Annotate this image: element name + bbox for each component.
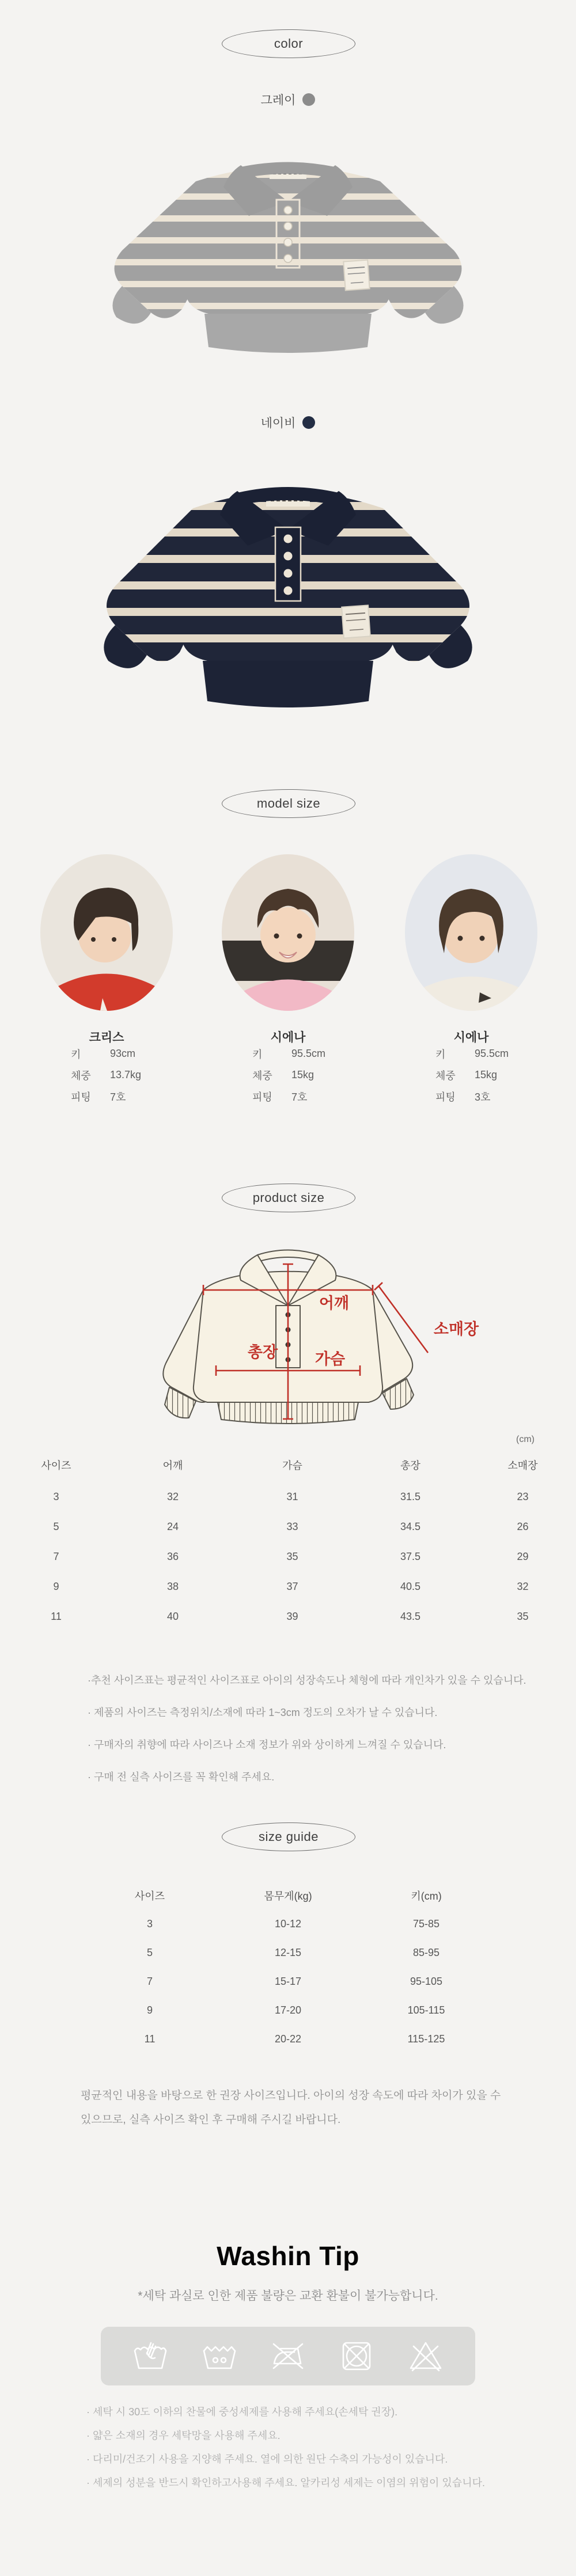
- cell: 37: [286, 1580, 298, 1592]
- stat-value: 93cm: [110, 1048, 136, 1059]
- model-photo-1: [40, 854, 173, 1011]
- diagram-length-label: 총장: [247, 1344, 278, 1361]
- cell: 3: [146, 1918, 153, 1930]
- color-pill-label: color: [274, 36, 304, 51]
- cell: 95-105: [410, 1976, 443, 1987]
- model-3-stats: [435, 1043, 545, 1107]
- gray-color-dot-icon: [302, 93, 315, 106]
- cell: 20-22: [274, 2033, 302, 2045]
- cell: 34.5: [400, 1520, 421, 1532]
- gray-sweatshirt-photo: [86, 112, 490, 380]
- col-size: 사이즈: [41, 1460, 71, 1471]
- col-size: 사이즈: [134, 1890, 165, 1902]
- brand-patch: [342, 605, 370, 638]
- care-instruction-line: · 세탁 시 30도 이하의 찬물에 중성세제를 사용해 주세요(손세탁 권장).: [86, 2406, 398, 2418]
- cell: 7: [146, 1976, 153, 1987]
- size-guide-row: [0, 2004, 576, 2019]
- product-size-section-pill: [222, 1184, 355, 1212]
- diagram-shoulder-label: 어깨: [319, 1295, 350, 1312]
- gentle-wash-icon: [200, 2338, 238, 2374]
- col-sleeve: 소매장: [507, 1460, 538, 1471]
- care-instruction-line: · 얇은 소재의 경우 세탁망을 사용해 주세요.: [86, 2430, 281, 2441]
- size-guide-row: [0, 1918, 576, 1933]
- stat-value: 15kg: [291, 1069, 314, 1080]
- model-3-name: 시에나: [453, 1031, 489, 1044]
- product-size-pill-label: product size: [252, 1190, 325, 1205]
- size-guide-row: [0, 1947, 576, 1962]
- model-size-section-pill: [222, 789, 355, 818]
- cell: 85-95: [412, 1947, 440, 1958]
- cell: 26: [517, 1520, 529, 1532]
- no-iron-icon: [269, 2338, 307, 2374]
- size-guide-section-pill: [222, 1822, 355, 1851]
- color-variant-navy: [0, 414, 576, 431]
- size-guide-row: [0, 2033, 576, 2048]
- size-table-row: [0, 1489, 576, 1504]
- navy-sweatshirt-photo: [81, 431, 495, 744]
- care-instructions: [86, 2400, 559, 2495]
- model-1-avatar: [40, 854, 173, 1011]
- model-2-name: 시에나: [270, 1031, 306, 1044]
- col-chest: 가슴: [282, 1460, 302, 1471]
- cell: 5: [53, 1520, 59, 1532]
- stat-label: 키: [252, 1048, 263, 1060]
- stat-value: 95.5cm: [291, 1048, 326, 1059]
- size-table-row: [0, 1579, 576, 1594]
- stat-value: 7호: [291, 1091, 308, 1103]
- model-1-stats: [71, 1043, 180, 1107]
- navy-sweatshirt-illustration: [81, 431, 495, 741]
- col-weight: 몸무게(kg): [264, 1890, 312, 1902]
- stat-value: 7호: [110, 1091, 126, 1103]
- cell: 32: [517, 1580, 529, 1592]
- size-note-line: ·추천 사이즈표는 평균적인 사이즈표로 아이의 성장속도나 체형에 따라 개인차가 있을 수 있습니다.: [88, 1675, 526, 1686]
- no-bleach-icon: [407, 2338, 445, 2374]
- size-note-line: · 제품의 사이즈는 측정위치/소재에 따라 1~3cm 정도의 오차가 날 수 있습니다.: [88, 1707, 438, 1718]
- color-section-pill: [222, 29, 355, 58]
- cell: 36: [166, 1550, 179, 1562]
- model-photo-2: [222, 854, 354, 1011]
- cell: 11: [144, 2033, 156, 2045]
- size-table-row: [0, 1549, 576, 1564]
- color-variant-gray-label: 그레이: [260, 94, 296, 107]
- model-2-avatar: [222, 854, 354, 1011]
- cell: 15-17: [274, 1976, 302, 1987]
- color-variant-navy-label: 네이비: [260, 417, 296, 430]
- no-tumble-dry-icon: [338, 2338, 376, 2374]
- cell: 9: [53, 1580, 59, 1592]
- cell: 75-85: [412, 1918, 440, 1930]
- stat-label: 체중: [435, 1070, 456, 1082]
- cell: 24: [166, 1520, 179, 1532]
- stat-label: 피팅: [435, 1091, 456, 1103]
- stat-label: 체중: [71, 1070, 91, 1082]
- diagram-chest-label: 가슴: [314, 1350, 346, 1368]
- model-3-avatar: [405, 854, 537, 1011]
- cell: 23: [517, 1490, 529, 1502]
- stat-value: 3호: [475, 1091, 491, 1103]
- gray-sweatshirt-illustration: [86, 112, 490, 377]
- stat-label: 체중: [252, 1070, 272, 1082]
- model-1-name: 크리스: [89, 1031, 124, 1044]
- cell: 9: [146, 2004, 153, 2016]
- care-instruction-line: · 세제의 성분을 반드시 확인하고사용해 주세요. 알카리성 세제는 이염의 위험이 있습니다.: [86, 2477, 485, 2489]
- cell: 105-115: [407, 2004, 445, 2016]
- cell: 39: [286, 1610, 298, 1622]
- size-guide-row: [0, 1976, 576, 1991]
- model-size-pill-label: model size: [256, 796, 321, 811]
- navy-color-dot-icon: [302, 416, 315, 429]
- cell: 31.5: [400, 1490, 421, 1502]
- hand-wash-icon: [131, 2338, 169, 2374]
- color-variant-gray: [0, 92, 576, 108]
- cell: 35: [517, 1610, 529, 1622]
- cell: 17-20: [274, 2004, 302, 2016]
- size-guide-header: [0, 1888, 576, 1903]
- stat-label: 피팅: [71, 1091, 91, 1103]
- cell: 35: [286, 1550, 298, 1562]
- cell: 10-12: [274, 1918, 302, 1930]
- stat-value: 15kg: [475, 1069, 498, 1080]
- stat-value: 95.5cm: [475, 1048, 509, 1059]
- size-note-line: · 구매 전 실측 사이즈를 꼭 확인해 주세요.: [88, 1771, 275, 1783]
- stat-label: 키: [435, 1048, 446, 1060]
- size-note-line: · 구매자의 취향에 따라 사이즈나 소재 정보가 위와 상이하게 느껴질 수 있습니다.: [88, 1739, 446, 1751]
- size-table-row: [0, 1609, 576, 1624]
- cell: 115-125: [407, 2033, 445, 2045]
- cell: 33: [286, 1520, 298, 1532]
- cell: 3: [53, 1490, 59, 1502]
- cell: 5: [146, 1947, 153, 1958]
- stat-label: 피팅: [252, 1091, 272, 1103]
- size-table-row: [0, 1519, 576, 1534]
- cell: 40.5: [400, 1580, 421, 1592]
- cell: 32: [166, 1490, 179, 1502]
- laundry-icon-box: [101, 2327, 475, 2385]
- cell: 31: [286, 1490, 298, 1502]
- measurement-diagram: [144, 1219, 490, 1436]
- cell: 29: [517, 1550, 529, 1562]
- cell: 38: [166, 1580, 179, 1592]
- size-table-header: [0, 1458, 576, 1472]
- measurement-diagram-sketch: [144, 1219, 490, 1433]
- col-length: 총장: [400, 1460, 420, 1471]
- stat-value: 13.7kg: [110, 1069, 142, 1080]
- washing-tip-title: Washin Tip: [217, 2241, 359, 2271]
- cell: 7: [53, 1550, 59, 1562]
- size-guide-pill-label: size guide: [258, 1829, 319, 1844]
- model-2-stats: [252, 1043, 362, 1107]
- size-table-unit: (cm): [516, 1435, 535, 1444]
- model-photo-3: [405, 854, 537, 1011]
- size-guide-note: 평균적인 내용을 바탕으로 한 권장 사이즈입니다. 아이의 성장 속도에 따라 차이가 있을 수 있으므로, 실측 사이즈 확인 후 구매해 주시길 바랍니다.: [81, 2090, 501, 2126]
- cell: 40: [166, 1610, 179, 1622]
- col-height: 키(cm): [411, 1890, 442, 1902]
- cell: 43.5: [400, 1610, 421, 1622]
- cell: 12-15: [274, 1947, 302, 1958]
- cell: 37.5: [400, 1550, 421, 1562]
- brand-patch: [343, 260, 369, 291]
- stat-label: 키: [71, 1048, 81, 1060]
- washing-warning: *세탁 과실로 인한 제품 불량은 교환 환불이 불가능합니다.: [138, 2289, 438, 2303]
- col-shoulder: 어깨: [162, 1460, 183, 1471]
- size-notes: [88, 1664, 560, 1793]
- diagram-sleeve-label: 소매장: [433, 1321, 479, 1338]
- cell: 11: [51, 1610, 62, 1622]
- care-instruction-line: · 다리미/건조기 사용을 지양해 주세요. 열에 의한 원단 수축의 가능성이 있습니다.: [86, 2453, 448, 2465]
